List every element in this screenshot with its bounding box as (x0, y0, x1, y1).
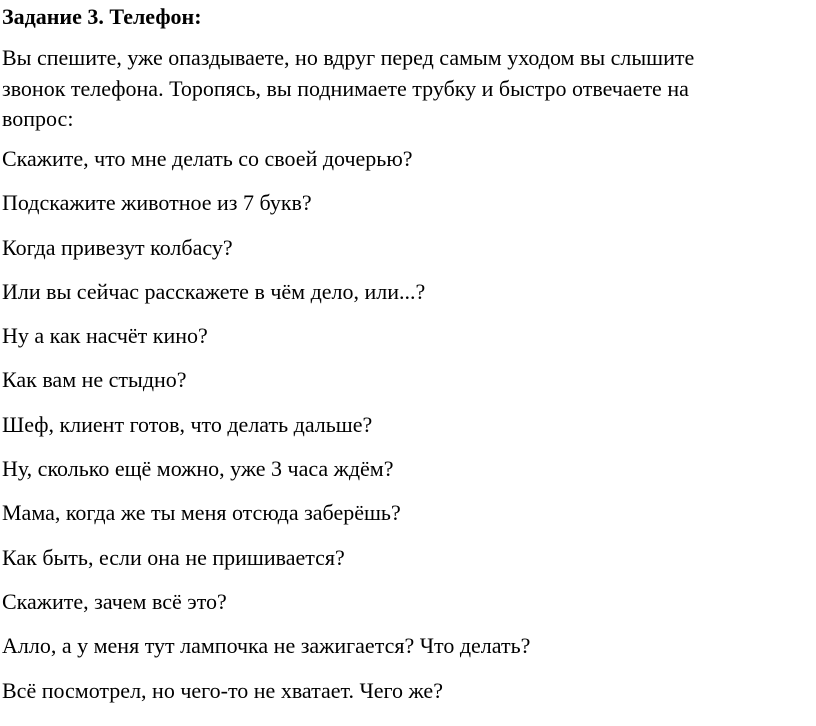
question-item: Подскажите животное из 7 букв? (2, 190, 312, 216)
task-intro (2, 43, 802, 135)
question-item: Когда привезут колбасу? (2, 234, 233, 260)
intro-line: вопрос: (2, 106, 74, 131)
question-list (2, 146, 530, 722)
question-item: Скажите, что мне делать со своей дочерью? (2, 146, 413, 171)
task-title: Задание 3. Телефон: (2, 4, 202, 29)
question-item: Ну, сколько ещё можно, уже 3 часа ждём? (2, 456, 394, 482)
question-item: Как вам не стыдно? (2, 367, 187, 393)
question-item: Скажите, зачем всё это? (2, 588, 227, 614)
question-item: Всё посмотрел, но чего-то не хватает. Чего же? (2, 677, 443, 703)
question-item: Или вы сейчас расскажете в чём дело, или...? (2, 278, 426, 304)
intro-line: Вы спешите, уже опаздываете, но вдруг перед самым уходом вы слышите (2, 45, 695, 70)
question-item: Ну а как насчёт кино? (2, 323, 208, 349)
question-item: Как быть, если она не пришивается? (2, 544, 345, 570)
question-item: Шеф, клиент готов, что делать дальше? (2, 411, 373, 437)
question-item: Алло, а у меня тут лампочка не зажигается? Что делать? (2, 633, 531, 659)
question-item: Мама, когда же ты меня отсюда заберёшь? (2, 500, 401, 526)
intro-line: звонок телефона. Торопясь, вы поднимаете трубку и быстро отвечаете на (2, 75, 689, 101)
